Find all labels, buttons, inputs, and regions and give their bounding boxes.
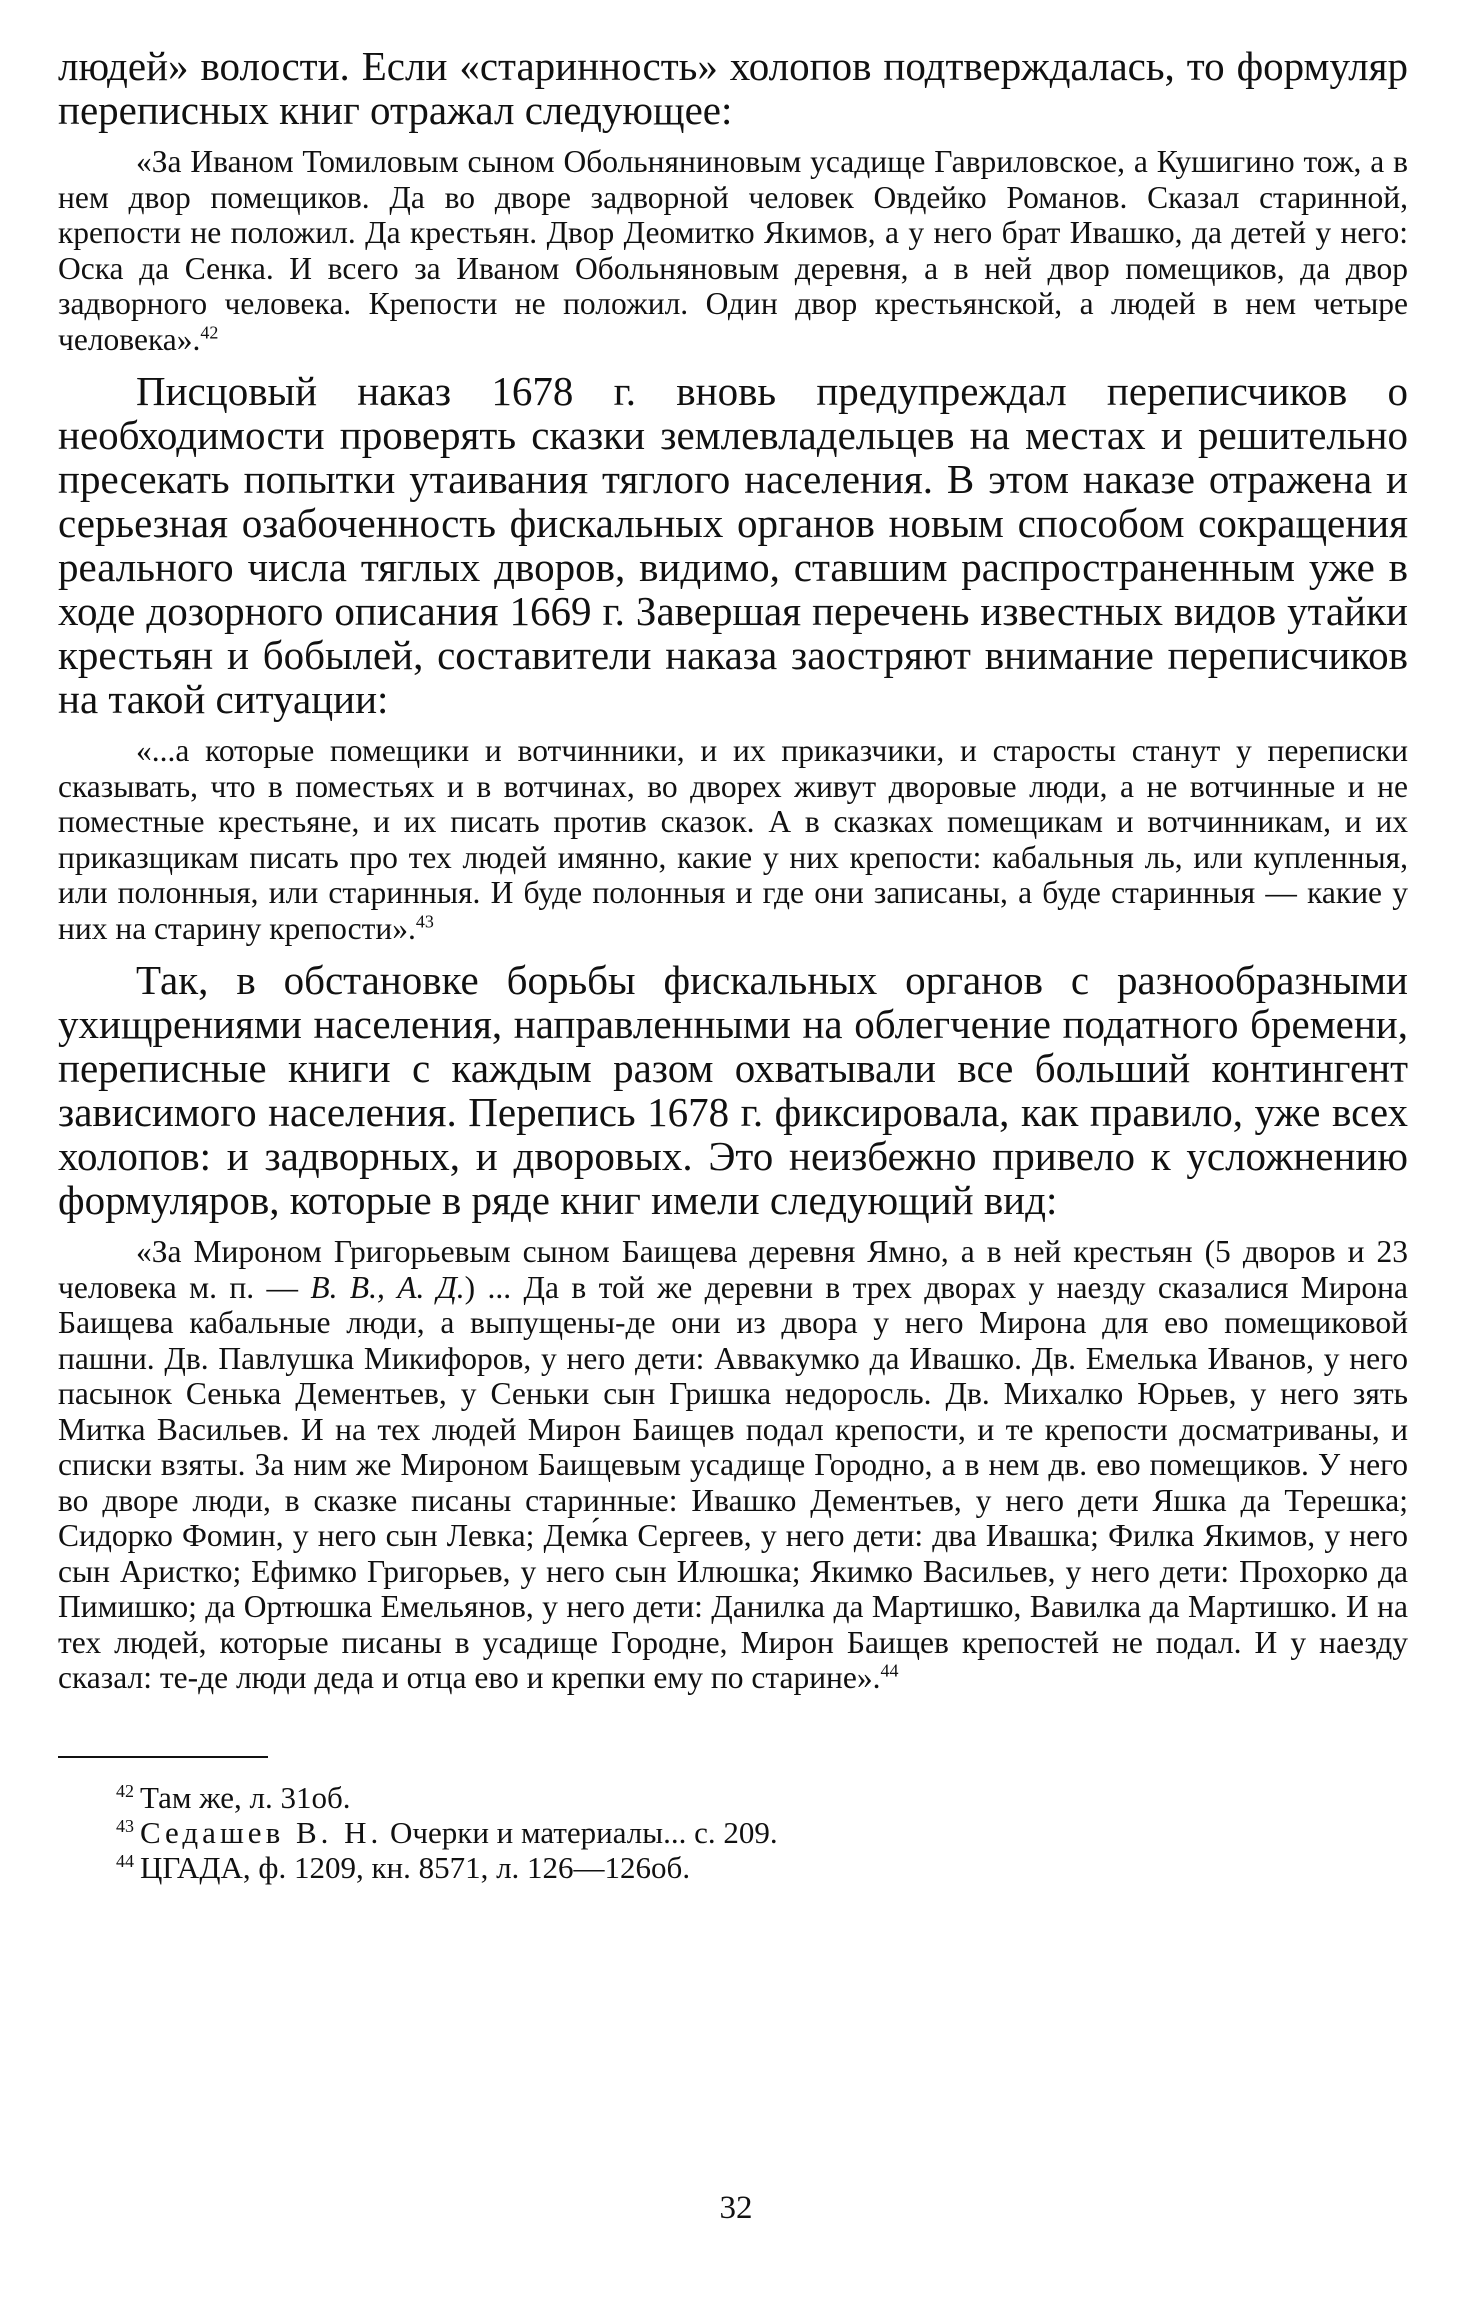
footnote-divider [58,1756,268,1758]
quote-3-text-b: ) ... Да в той же деревни в трех дворах у наезду сказалися Мирона Баищева кабальные люди, а выпущены-де они из двора у него Мирона для ево помещиковой пашни. Дв. Павлушка Микифоров, у него дети: Аввакумко да Ивашко. Дв. Емелька Иванов, у него пасынок Сенька Дементьев, у Сеньки сын Гришка недоросль. Дв. Михалко Юрьев, у него зять Митка Васильев. И на тех людей Мирон Баищев подал крепости, и те крепости досматриваны, и списки взяты. За ним же Мироном Баищевым усадище Городно, а в нем дв. ево помещиков. У него во дворе люди, в сказке писаны старинные: Ивашко Дементьев, у него дети Яшка да Терешка; Сидорко Фомин, у него сын Левка; Дем́ка Сергеев, у него дети: два Ивашка; Филка Якимов, у него сын Аристко; Ефимко Григорьев, у него сын Илюшка; Якимко Васильев, у него дети: Прохорко да Пимишко; да Ортюшка Емельянов, у него дети: Данилка да Мартишко, Вавилка да Мартишко. И на тех людей, которые писаны в усадище Городне, Мирон Баищев крепостей не подал. И у наезду сказал: те-де люди деда и отца ево и крепки ему по старине». [58,1269,1409,1695]
quote-2 [58,733,1408,946]
footnote-42 [58,1780,1408,1815]
page-content [58,44,1408,1885]
footnote-source: Очерки и материалы... с. 209. [382,1814,778,1850]
quote-3 [58,1234,1408,1696]
footnote-author: Седашев В. Н. [140,1814,383,1850]
footnote-ref-43: 43 [415,911,434,931]
quote-3-text-a: «За Мироном Григорьевым сыном Баищева деревня Ямно, а в ней крестьян (5 дворов и 23 человека м. п. — [58,1234,1408,1305]
footnote-ref-42: 42 [200,322,219,342]
quote-1 [58,144,1408,357]
paragraph-3: Так, в обстановке борьбы фискальных органов с разнообразными ухищрениями населения, направленными на облегчение податного бремени, переписные книги с каждым разом охватывали все больший контингент зависимого населения. Перепись 1678 г. фиксировала, как правило, уже всех холопов: и задворных, и дворовых. Это неизбежно привело к усложнению формуляров, которые в ряде книг имели следующий вид: [58,957,1408,1223]
paragraph-2: Писцовый наказ 1678 г. вновь предупреждал переписчиков о необходимости проверять сказки землевладельцев на местах и решительно пресекать попытки утаивания тяглого населения. В этом наказе отражена и серьезная озабоченность фискальных органов новым способом сокращения реального числа тяглых дворов, видимо, ставшим распространенным уже в ходе дозорного описания 1669 г. Завершая перечень известных видов утайки крестьян и бобылей, составители наказа заостряют внимание переписчиков на такой ситуации: [58,368,1408,722]
paragraph-1: людей» волости. Если «старинность» холопов подтверждалась, то формуляр переписных книг отражал следующее: [58,43,1408,133]
footnote-ref-44: 44 [880,1660,899,1681]
footnote-text: ЦГАДА, ф. 1209, кн. 8571, л. 126—126об. [140,1849,691,1885]
page-number: 32 [719,2190,753,2226]
footnote-text: Там же, л. 31об. [140,1779,351,1815]
footnote-44 [58,1850,1408,1885]
footnote-number: 44 [116,1850,134,1871]
footnote-number: 42 [116,1780,134,1801]
quote-1-text: «За Иваном Томиловым сыном Обольняниновым усадище Гавриловское, а Кушигино тож, а в нем двор помещиков. Да во дворе задворной человек Овдейко Романов. Сказал старинной, крепости не положил. Да крестьян. Двор Деомитко Якимов, а у него брат Ивашко, да детей у него: Оска да Сенка. И всего за Иваном Обольняновым деревня, а в ней двор помещиков, да двор задворного человека. Крепости не положил. Один двор крестьянской, а людей в нем четыре человека». [58,144,1408,357]
footnote-text [140,1815,778,1850]
footnote-number: 43 [116,1815,134,1836]
quote-3-initials: В. В., А. Д. [310,1269,465,1305]
quote-2-text: «...а которые помещики и вотчинники, и их приказчики, и старосты станут у переписки сказывать, что в поместьях и в вотчинах, во дворех живут дворовые люди, а не вотчинные и не поместные крестьяне, и их писать против сказок. А в сказках помещикам и вотчинникам, и их приказщикам писать про тех людей имянно, какие у них крепости: кабальныя ль, или купленныя, или полонныя, или старинныя. И буде полонныя и где они записаны, а буде старинныя — какие у них на старину крепости». [58,733,1408,946]
footnote-43 [58,1815,1408,1850]
